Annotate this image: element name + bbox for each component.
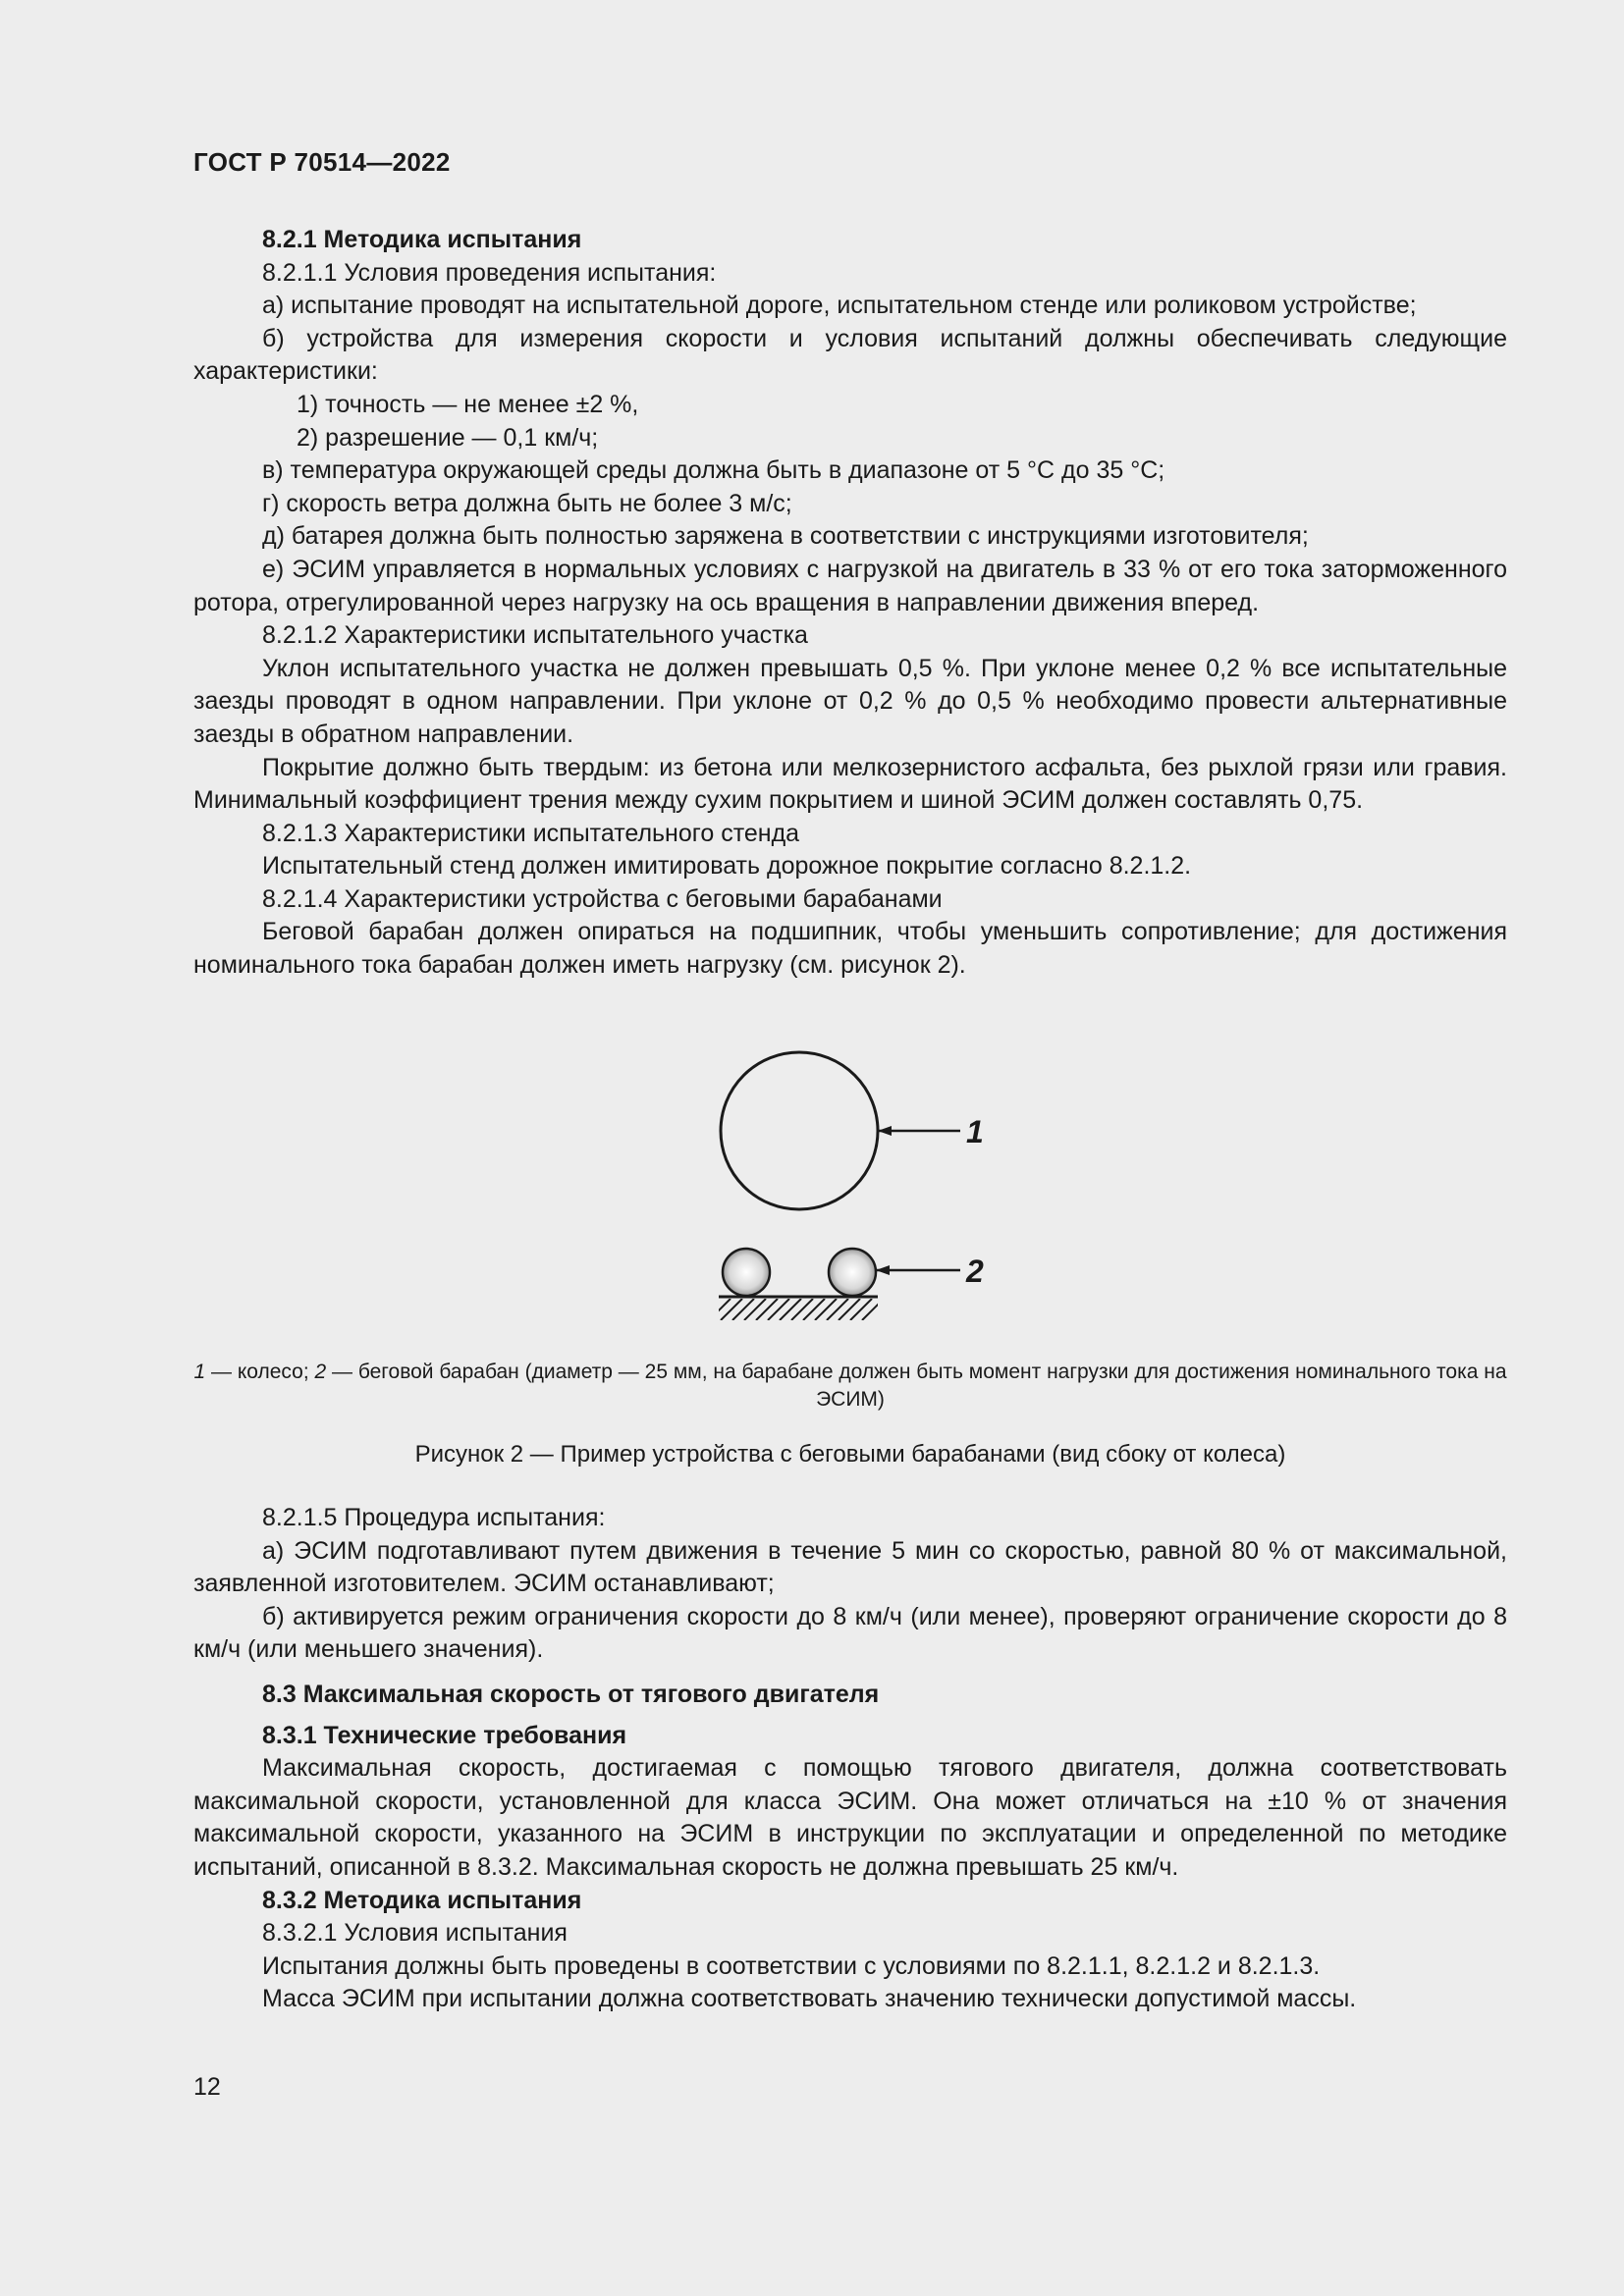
page-number: 12: [193, 2073, 221, 2101]
section-title-8-3-2: 8.3.2 Методика испытания: [262, 1886, 582, 1914]
paragraph-8-3-2-1-text-2: Масса ЭСИМ при испытании должна соответствовать значению технически допустимой массы.: [262, 1985, 1357, 2013]
ground-hatching: [709, 1299, 884, 1320]
legend-number-2: 2: [314, 1361, 327, 1383]
drum-left: [723, 1249, 770, 1296]
item-e: е) ЭСИМ управляется в нормальных условиях с нагрузкой на двигатель в 33 % от его тока заторможенного ротора, отрегулированной через нагрузку на ось вращения в направлении движения вперед.: [193, 555, 1507, 616]
figure-2: [707, 1048, 1021, 1333]
label-1: 1: [966, 1114, 984, 1149]
item-v: в) температура окружающей среды должна быть в диапазоне от 5 °С до 35 °С;: [262, 456, 1165, 485]
paragraph-8-2-1-2-text-2: Покрытие должно быть твердым: из бетона или мелкозернистого асфальта, без рыхлой грязи или гравия. Минимальный коэффициент трения между сухим покрытием и шиной ЭСИМ должен составлять 0,75.: [193, 753, 1507, 815]
wheel-circle: [721, 1052, 878, 1209]
figure-2-drawing: [707, 1048, 1021, 1333]
paragraph-8-2-1-4-title: 8.2.1.4 Характеристики устройства с беговыми барабанами: [262, 884, 943, 913]
item-d: д) батарея должна быть полностью заряжена в соответствии с инструкциями изготовителя;: [262, 522, 1309, 551]
legend-text-1: — колесо;: [205, 1361, 315, 1383]
paragraph-8-2-1-2-text-1: Уклон испытательного участка не должен превышать 0,5 %. При уклоне менее 0,2 % все испытательные заезды проводят в одном направлении. При уклоне от 0,2 % до 0,5 % необходимо провести альтернативные заезды в обратном направлении.: [193, 654, 1507, 748]
item-a: а) испытание проводят на испытательной дороге, испытательном стенде или роликовом устройстве;: [262, 292, 1417, 320]
document-code: ГОСТ Р 70514—2022: [193, 147, 451, 177]
leader-arrow-2: [876, 1265, 890, 1275]
paragraph-8-2-1-5-title: 8.2.1.5 Процедура испытания:: [262, 1504, 606, 1531]
item-b-2: 2) разрешение — 0,1 км/ч;: [297, 423, 599, 452]
procedure-item-b: б) активируется режим ограничения скорости до 8 км/ч (или менее), проверяют ограничение скорости до 8 км/ч (или меньшего значения).: [193, 1602, 1507, 1664]
item-b: б) устройства для измерения скорости и условия испытаний должны обеспечивать следующие характеристики:: [193, 324, 1507, 386]
section-8-2-1-5-and-8-3: [193, 1502, 1507, 2016]
section-title-8-3-1: 8.3.1 Технические требования: [262, 1721, 627, 1749]
paragraph-8-3-2-1-text-1: Испытания должны быть проведены в соответствии с условиями по 8.2.1.1, 8.2.1.2 и 8.2.1.3.: [262, 1951, 1321, 1980]
procedure-item-a: а) ЭСИМ подготавливают путем движения в течение 5 мин со скоростью, равной 80 % от максимальной, заявленной изготовителем. ЭСИМ останавливают;: [193, 1536, 1507, 1598]
paragraph-8-2-1-3-text: Испытательный стенд должен имитировать дорожное покрытие согласно 8.2.1.2.: [262, 852, 1192, 881]
item-g: г) скорость ветра должна быть не более 3 м/с;: [262, 489, 792, 517]
legend-number-1: 1: [193, 1361, 206, 1383]
paragraph-8-3-1-text: Максимальная скорость, достигаемая с помощью тягового двигателя, должна соответствовать максимальной скорости, установленной для класса ЭСИМ. Она может отличаться на ±10 % от значения максимальной скорости, указанного на ЭСИМ в инструкции по эксплуатации и определенной по методике испытаний, описанной в 8.3.2. Максимальная скорость не должна превышать 25 км/ч.: [193, 1754, 1507, 1881]
figure-caption: Рисунок 2 — Пример устройства с беговыми барабанами (вид сбоку от колеса): [414, 1441, 1286, 1468]
paragraph-8-2-1-3-title: 8.2.1.3 Характеристики испытательного стенда: [262, 819, 800, 847]
section-title-8-2-1: 8.2.1 Методика испытания: [262, 226, 582, 253]
figure-legend: [193, 1359, 1507, 1414]
section-title-8-3: 8.3 Максимальная скорость от тягового двигателя: [262, 1680, 880, 1708]
label-2: 2: [966, 1254, 984, 1289]
section-8-2-1: [193, 224, 1507, 983]
paragraph-8-3-2-1-title: 8.3.2.1 Условия испытания: [262, 1919, 568, 1948]
paragraph-8-2-1-1: 8.2.1.1 Условия проведения испытания:: [262, 258, 717, 287]
leader-arrow-1: [878, 1126, 892, 1136]
paragraph-8-2-1-2-title: 8.2.1.2 Характеристики испытательного участка: [262, 621, 808, 650]
item-b-1: 1) точность — не менее ±2 %,: [297, 390, 639, 418]
legend-text-2: — беговой барабан (диаметр — 25 мм, на барабане должен быть момент нагрузки для достижения номинального тока на ЭСИМ): [326, 1361, 1507, 1411]
drum-right: [829, 1249, 876, 1296]
paragraph-8-2-1-4-text: Беговой барабан должен опираться на подшипник, чтобы уменьшить сопротивление; для достижения номинального тока барабан должен иметь нагрузку (см. рисунок 2).: [193, 918, 1507, 980]
